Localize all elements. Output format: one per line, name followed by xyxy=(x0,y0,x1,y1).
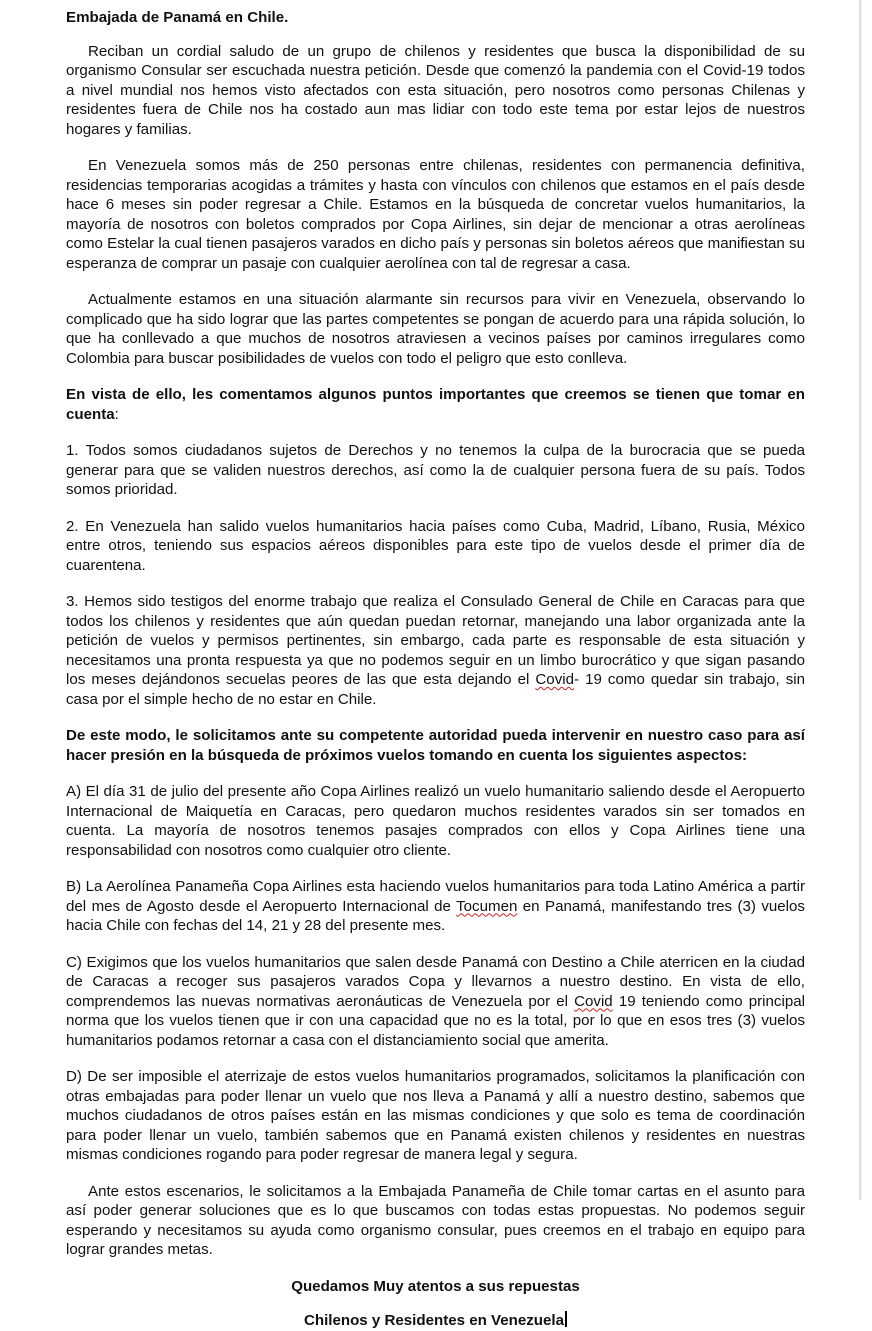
item-b xyxy=(66,877,805,936)
point-2: 2. En Venezuela han salido vuelos humanitarios hacia países como Cuba, Madrid, Líbano, Rusia, México entre otros, teniendo sus espacios aéreos disponibles para este tipo de vuelos desde el primer día de cuarentena. xyxy=(66,517,805,574)
situation-paragraph: Actualmente estamos en una situación alarmante sin recursos para vivir en Venezuela, observando lo complicado que ha sido lograr que las partes competentes se pongan de acuerdo para una rápida solución, lo que ha conllevado a que muchos de nosotros atraviesen a vecinos países por caminos irregulares como Colombia para buscar posibilidades de vuelos con todo el peligro que esto conlleva. xyxy=(66,291,805,367)
item-b-spellcheck-word: Tocumen xyxy=(456,897,518,915)
closing-paragraph: Ante estos escenarios, le solicitamos a la Embajada Panameña de Chile tomar cartas en el asunto para así poder generar soluciones que es lo que buscamos con todas estas propuestas. No podemos seguir esperando y necesitamos su ayuda como organismo consular, pues creemos en el trabajo en equipo para lograr grandes metas. xyxy=(66,1182,805,1258)
text-cursor xyxy=(565,1311,567,1327)
item-b-text-b: en Panamá, manifestando tres (3) vuelos hacia Chile con fechas del 14, 21 y 28 del presente mes. xyxy=(66,897,805,934)
signoff-line: Quedamos Muy atentos a sus repuestas xyxy=(291,1277,580,1295)
points-intro-colon: : xyxy=(114,405,119,423)
point-3-text-a: 3. Hemos sido testigos del enorme trabajo que realiza el Consulado General de Chile en Caracas para que todos los chilenos y residentes que aún quedan puedan retornar, manejando una labor organizada ante la petición de vuelos y permisos pertinentes, sin embargo, cada parte es responsable de esta situación y necesitamos una pronta respuesta ya que no podemos seguir en un limbo burocrático y que sigan pasando los meses dejándonos secuelas peores de las que esta dejando el xyxy=(66,593,805,688)
point-3-spellcheck-word: Covid xyxy=(535,671,574,688)
page-edge xyxy=(859,0,862,1200)
item-c-text-b: 19 teniendo como principal norma que los vuelos tienen que ir con una capacidad que no es la total, por lo que en esos tres (3) vuelos humanitarios podamos retornar a casa con el distanciamiento social que amerita. xyxy=(66,992,805,1049)
point-3 xyxy=(66,592,805,709)
item-a: A) El día 31 de julio del presente año Copa Airlines realizó un vuelo humanitario saliendo desde el Aeropuerto Internacional de Maiquetía en Caracas, pero quedaron muchos residentes varados sin ser tomados en cuenta. La mayoría de nosotros tenemos pasajes comprados con ellos y Copa Airlines tiene una responsabilidad con nosotros como cualquier otro cliente. xyxy=(66,783,805,859)
points-intro xyxy=(66,385,805,424)
item-b-text-a: B) La Aerolínea Panameña Copa Airlines esta haciendo vuelos humanitarios para toda Latino América a partir del mes de Agosto desde el Aeropuerto Internacional de xyxy=(66,878,805,915)
item-c-text-a: C) Exigimos que los vuelos humanitarios que salen desde Panamá con Destino a Chile aterricen en la ciudad de Caracas a recoger sus pasajeros varados Copa y llevarnos a nuestro destino. En vista de ello, comprendemos las nuevas normativas aeronáuticas de Venezuela por el xyxy=(66,953,805,1010)
item-d: D) De ser imposible el aterrizaje de estos vuelos humanitarios programados, solicitamos la planificación con otras embajadas para poder llenar un vuelo que nos lleva a Panamá y allí a nuestro destino, sabemos que muchos ciudadanos de otros países están en las mismas condiciones y que solo es tema de coordinación para poder llenar un vuelo, también sabemos que en Panamá existen chilenos y residentes en nuestras mismas condiciones rogando para poder regresar de manera legal y segura. xyxy=(66,1068,805,1163)
points-intro-text: En vista de ello, les comentamos algunos puntos importantes que creemos se tienen que tomar en cuenta xyxy=(66,386,805,423)
venezuela-paragraph: En Venezuela somos más de 250 personas entre chilenas, residentes con permanencia definitiva, residencias temporarias acogidas a trámites y hasta con vínculos con chilenos que estamos en el país desde hace 6 meses sin poder regresar a Chile. Estamos en la búsqueda de concretar vuelos humanitarios, la mayoría de nosotros con boletos comprados por Copa Airlines, sin dejar de mencionar a otras aerolíneas como Estelar la cual tienen pasajeros varados en dicho país y personas sin boletos aéreos que manifiestan su esperanza de comprar un pasaje con cualquier aerolínea con tal de regresar a casa. xyxy=(66,157,805,272)
signature-text: Chilenos y Residentes en Venezuela xyxy=(303,1312,565,1329)
item-c xyxy=(66,953,805,1051)
letter-heading: Embajada de Panamá en Chile. xyxy=(66,9,289,26)
item-c-spellcheck-word: Covid xyxy=(574,992,613,1010)
point-3-text-b: - 19 como quedar sin trabajo, sin casa por el simple hecho de no estar en Chile. xyxy=(66,671,805,708)
request-paragraph: De este modo, le solicitamos ante su competente autoridad pueda intervenir en nuestro caso para así hacer presión en la búsqueda de próximos vuelos tomando en cuenta los siguientes aspectos: xyxy=(66,727,805,764)
point-1: 1. Todos somos ciudadanos sujetos de Derechos y no tenemos la culpa de la burocracia que se pueda generar para que se validen nuestros derechos, así como la de cualquier persona fuera de su país. Todos somos prioridad. xyxy=(66,442,805,498)
signature-line xyxy=(66,1311,805,1331)
intro-paragraph: Reciban un cordial saludo de un grupo de chilenos y residentes que busca la disponibilidad de su organismo Consular ser escuchada nuestra petición. Desde que comenzó la pandemia con el Covid-19 todos a nivel mundial nos hemos visto afectados con esta situación, pero nosotros como personas Chilenas y residentes fuera de Chile nos ha costado aun mas lidiar con todo este tema por estar lejos de nuestros hogares y familias. xyxy=(66,42,805,138)
